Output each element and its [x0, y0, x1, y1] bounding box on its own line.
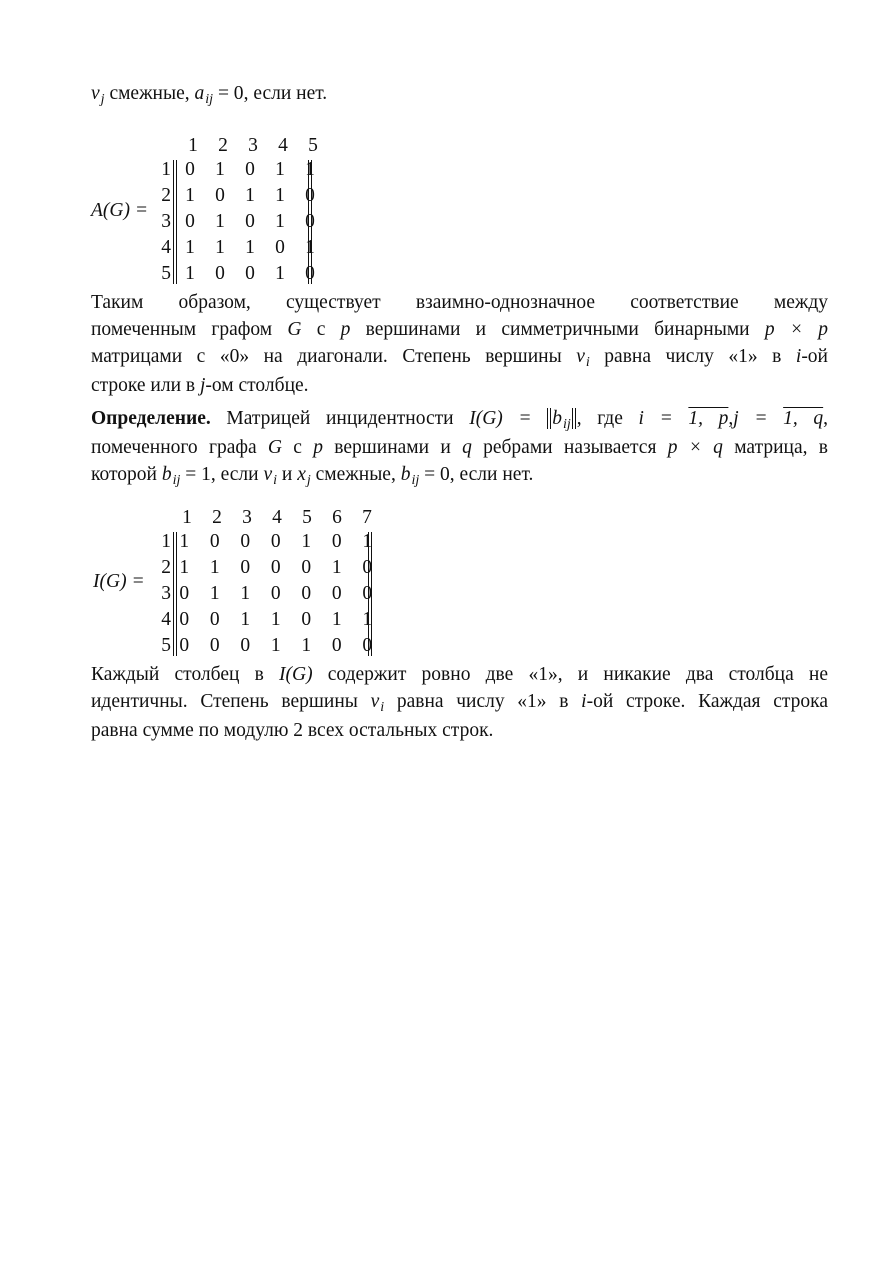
matrix-cell: 0 — [305, 263, 315, 284]
row-header: 1 — [161, 159, 171, 180]
matrix-cell: 0 — [301, 557, 312, 578]
row-header: 5 — [161, 635, 171, 656]
matrix-cell: 0 — [209, 635, 220, 656]
matrix-cell: 0 — [270, 531, 281, 552]
matrix-cell: 0 — [275, 237, 285, 258]
matrix-cell: 0 — [185, 211, 195, 232]
row-header: 2 — [161, 185, 171, 206]
matrix-cell: 1 — [362, 531, 373, 552]
matrix-cell: 1 — [275, 159, 285, 180]
matrix-cell: 0 — [270, 583, 281, 604]
matrix-cell: 1 — [240, 609, 251, 630]
matrix-cell: 0 — [245, 263, 255, 284]
matrix-cell: 1 — [270, 609, 281, 630]
column-header: 2 — [212, 507, 222, 528]
matrix-cell: 0 — [209, 609, 220, 630]
matrix-cell: 1 — [245, 185, 255, 206]
matrix-cell: 0 — [240, 531, 251, 552]
text-line: Каждый столбец в I(G) содержит ровно две «1», и никакие два столбца не — [91, 664, 828, 685]
matrix-cell: 1 — [215, 211, 225, 232]
matrix-cell: 0 — [331, 531, 342, 552]
matrix-cell: 1 — [209, 583, 220, 604]
paragraph-bijection — [91, 289, 828, 399]
text-line: матрицами с «0» на диагонали. Степень вершины $v_i$ равна числу «1» в i-ой — [91, 346, 828, 371]
matrix-cell: 1 — [301, 531, 312, 552]
matrix-cell: 1 — [305, 237, 315, 258]
text-line: помеченным графом G с p вершинами и симметричными бинарными p × p — [91, 319, 828, 340]
column-header: 3 — [242, 507, 252, 528]
matrix-cell: 1 — [185, 237, 195, 258]
column-header: 4 — [272, 507, 282, 528]
paragraph-incidence-properties — [91, 661, 828, 744]
column-header: 6 — [332, 507, 342, 528]
matrix-cell: 1 — [245, 237, 255, 258]
text-line: равна сумме по модулю 2 всех остальных строк. — [91, 720, 494, 741]
intro-line: $v_j$ смежные, $a_{ij} = 0$, если нет. — [91, 83, 328, 108]
matrix-cell: 1 — [185, 185, 195, 206]
row-header: 2 — [161, 557, 171, 578]
matrix-cell: 1 — [215, 159, 225, 180]
column-header: 4 — [278, 135, 288, 156]
column-header: 5 — [308, 135, 318, 156]
matrix-cell: 0 — [362, 557, 373, 578]
incidence-column-headers — [172, 504, 382, 531]
adjacency-matrix-body — [175, 157, 325, 287]
matrix-cell: 0 — [240, 557, 251, 578]
matrix-cell: 1 — [275, 263, 285, 284]
matrix-bracket-right — [368, 532, 372, 656]
matrix-cell: 0 — [362, 583, 373, 604]
matrix-cell: 0 — [245, 211, 255, 232]
matrix-cell: 0 — [301, 583, 312, 604]
matrix-cell: 1 — [305, 159, 315, 180]
matrix-cell: 0 — [362, 635, 373, 656]
row-header: 3 — [161, 583, 171, 604]
math-var: v — [91, 83, 100, 104]
matrix-bracket-right — [308, 160, 312, 284]
column-header: 1 — [188, 135, 198, 156]
matrix-cell: 1 — [209, 557, 220, 578]
matrix-cell: 1 — [179, 557, 190, 578]
adjacency-label: A(G) = — [91, 200, 149, 221]
matrix-cell: 0 — [185, 159, 195, 180]
column-header: 3 — [248, 135, 258, 156]
matrix-cell: 0 — [331, 583, 342, 604]
text-line: идентичны. Степень вершины $v_i$ равна числу «1» в i-ой строке. Каждая строка — [91, 691, 828, 716]
adjacency-row-headers — [157, 157, 171, 287]
text-line: Определение. Матрицей инцидентности $I(G) = b_{ij}$ , где i = 1, p,j = 1, q, — [91, 408, 829, 433]
column-header: 7 — [362, 507, 372, 528]
matrix-cell: 1 — [331, 609, 342, 630]
matrix-cell: 0 — [215, 263, 225, 284]
matrix-cell: 0 — [215, 185, 225, 206]
matrix-cell: 1 — [240, 583, 251, 604]
matrix-cell: 1 — [270, 635, 281, 656]
matrix-cell: 1 — [275, 185, 285, 206]
matrix-cell: 1 — [179, 531, 190, 552]
matrix-cell: 1 — [331, 557, 342, 578]
row-header: 4 — [161, 609, 171, 630]
row-header: 3 — [161, 211, 171, 232]
matrix-cell: 1 — [275, 211, 285, 232]
matrix-cell: 0 — [305, 185, 315, 206]
text-line: Таким образом, существует взаимно-однозначное соответствие между — [91, 292, 828, 313]
column-header: 5 — [302, 507, 312, 528]
matrix-cell: 1 — [215, 237, 225, 258]
text-line: строке или в j-ом столбце. — [91, 375, 309, 396]
matrix-cell: 0 — [209, 531, 220, 552]
incidence-label: I(G) = — [93, 571, 145, 592]
column-header: 2 — [218, 135, 228, 156]
matrix-cell: 0 — [179, 609, 190, 630]
column-header: 1 — [182, 507, 192, 528]
matrix-cell: 0 — [245, 159, 255, 180]
matrix-cell: 1 — [362, 609, 373, 630]
matrix-cell: 0 — [331, 635, 342, 656]
matrix-cell: 0 — [179, 635, 190, 656]
matrix-cell: 1 — [185, 263, 195, 284]
paragraph-definition — [91, 405, 828, 490]
text-line: помеченного графа G с p вершинами и q ребрами называется p × q матрица, в — [91, 437, 828, 458]
matrix-cell: 1 — [301, 635, 312, 656]
text-line: которой $b_{ij} = 1$, если $v_i$ и $x_j$ смежные, $b_{ij} = 0$, если нет. — [91, 464, 534, 489]
row-header: 1 — [161, 531, 171, 552]
matrix-cell: 0 — [305, 211, 315, 232]
matrix-cell: 0 — [240, 635, 251, 656]
matrix-cell: 0 — [179, 583, 190, 604]
matrix-cell: 0 — [270, 557, 281, 578]
incidence-matrix-body — [169, 529, 383, 659]
adjacency-column-headers — [178, 132, 328, 159]
definition-heading: Определение. — [91, 408, 211, 429]
row-header: 4 — [161, 237, 171, 258]
row-header: 5 — [161, 263, 171, 284]
matrix-cell: 0 — [301, 609, 312, 630]
